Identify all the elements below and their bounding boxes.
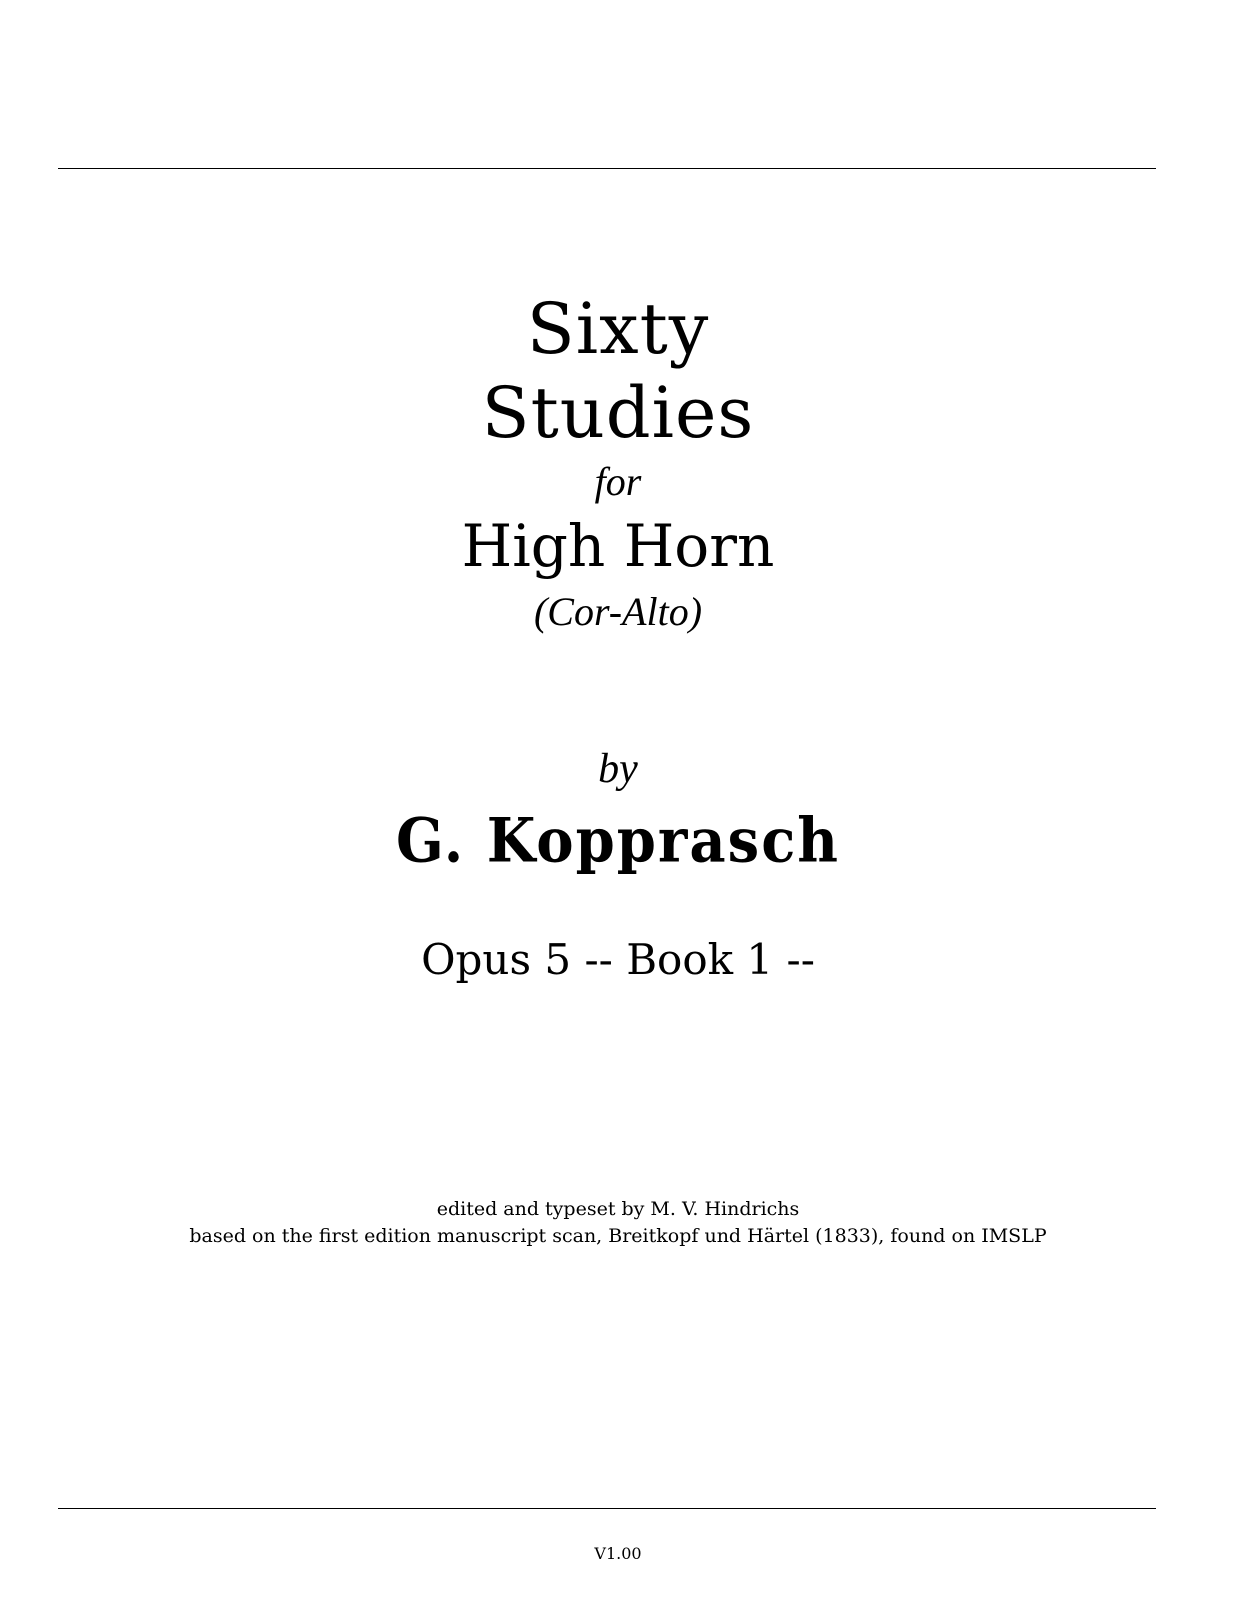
version-label: V1.00 <box>594 1544 642 1563</box>
title-instrument: High Horn <box>461 512 775 580</box>
credit-editor: edited and typeset by M. V. Hindrichs <box>436 1198 800 1220</box>
attribution-block <box>0 738 1236 882</box>
bottom-divider-rule <box>58 1508 1156 1509</box>
credit-source: based on the first edition manuscript scan, Breitkopf und Härtel (1833), found on IMSLP <box>189 1225 1047 1247</box>
opus-block <box>0 932 1236 988</box>
opus-label: Opus 5 -- Book 1 -- <box>421 935 815 984</box>
title-line-one: Sixty <box>526 288 710 370</box>
attribution-by: by <box>598 746 638 792</box>
top-divider-rule <box>58 168 1156 169</box>
credits-block <box>0 1196 1236 1250</box>
title-instrument-alternate: (Cor-Alto) <box>533 589 703 634</box>
title-block <box>0 288 1236 640</box>
title-line-two: Studies <box>481 372 755 454</box>
composer-name: G. Kopprasch <box>395 805 841 877</box>
title-preposition: for <box>594 459 642 504</box>
